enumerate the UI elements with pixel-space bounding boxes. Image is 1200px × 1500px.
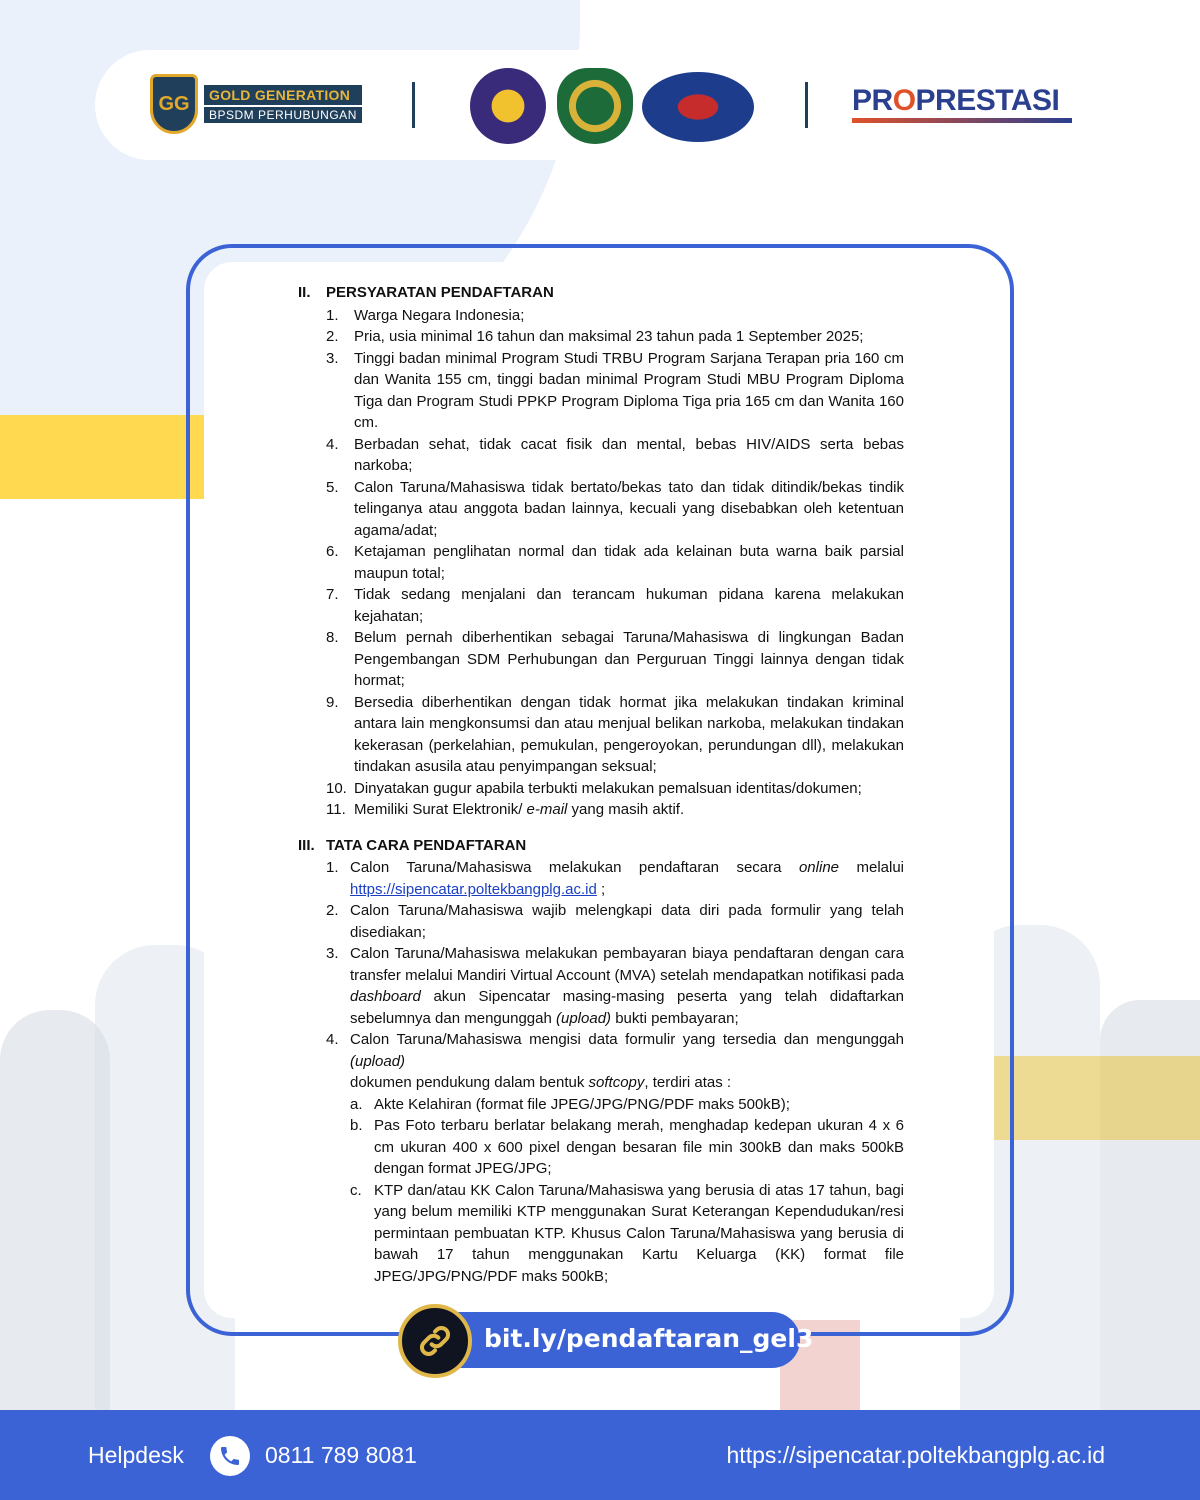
background-person-right-2 — [1100, 1000, 1200, 1410]
section-3-list — [326, 857, 904, 1287]
list-item: 2. Pria, usia minimal 16 tahun dan maksimal 23 tahun pada 1 September 2025; — [326, 328, 864, 345]
proprestasi-logo — [852, 86, 1072, 126]
list-item: 10. Dinyatakan gugur apabila terbukti melakukan pemalsuan identitas/dokumen; — [326, 779, 862, 797]
bpsdm-emblem-icon — [557, 68, 633, 144]
document-page — [204, 262, 994, 1318]
list-item: 5. Calon Taruna/Mahasiswa tidak bertato/bekas tato dan tidak ditindik/bekas tindik telinganya atau anggota badan lainnya, kecuali yang disebabkan oleh ketentuan agama/adat; — [326, 478, 904, 539]
list-item: 4. Berbadan sehat, tidak cacat fisik dan mental, bebas HIV/AIDS serta bebas narkoba; — [326, 435, 904, 474]
registration-link-text[interactable]: bit.ly/pendaftaran_gel3 — [484, 1324, 814, 1353]
list-item: 8. Belum pernah diberhentikan sebagai Taruna/Mahasiswa di lingkungan Badan Pengembangan SDM Perhubungan dan Perguruan Tinggi lainnya dengan tidak hormat; — [326, 629, 904, 689]
gold-generation-title: GOLD GENERATION — [204, 85, 362, 105]
list-item: 7. Tidak sedang menjalani dan terancam hukuman pidana karena melakukan kejahatan; — [326, 586, 904, 625]
list-item: c. KTP dan/atau KK Calon Taruna/Mahasiswa yang berusia di atas 17 tahun, bagi yang belum memiliki KTP menggunakan Surat Keterangan Kependudukan/resi permintaan pembuatan KTP. Khusus Calon Taruna/Mahasiswa yang berusia di bawah 17 tahun menggunakan Kartu Keluarga (KK) format file JPEG/JPG/PNG/PDF maks 500kB; — [350, 1181, 904, 1285]
gold-generation-logo — [150, 72, 372, 136]
proprestasi-wordmark: PROPRESTASI — [852, 84, 1060, 117]
section-2-list — [326, 305, 904, 821]
footer-website-url[interactable]: https://sipencatar.poltekbangplg.ac.id — [726, 1442, 1105, 1468]
list-item: 11. Memiliki Surat Elektronik/ e-mail yang masih aktif. — [326, 801, 685, 818]
list-item: 4. Calon Taruna/Mahasiswa mengisi data formulir yang tersedia dan mengunggah (upload) — [326, 1031, 904, 1070]
kemenhub-emblem-icon — [470, 68, 546, 144]
list-item: 3. Calon Taruna/Mahasiswa melakukan pembayaran biaya pendaftaran dengan cara transfer melalui Mandiri Virtual Account (MVA) setelah mendapatkan notifikasi pada dashboard akun Sipencatar masing-masing peserta yang telah didaftarkan sebelumnya dan mengunggah (upload) bukti pembayaran; — [326, 945, 904, 1027]
section-3-heading: III. TATA CARA PENDAFTARAN — [298, 836, 527, 854]
list-item: 9. Bersedia diberhentikan dengan tidak hormat jika melakukan tindakan kriminal antara lain mengkonsumsi dan atau menjual belikan narkoba, melakukan tindakan kekerasan (perkelahian, pemukulan, pengeroyokan, perundungan dll), melakukan tindakan asusila atau penyimpangan seksual; — [326, 693, 904, 775]
phone-icon — [210, 1436, 250, 1476]
section-2-heading: II. PERSYARATAN PENDAFTARAN — [298, 284, 554, 301]
header-divider-1 — [412, 82, 415, 128]
gold-generation-mark: GG — [150, 74, 198, 134]
list-item: 2. Calon Taruna/Mahasiswa wajib melengkapi data diri pada formulir yang telah disediakan; — [326, 902, 904, 941]
list-item: b. Pas Foto terbaru berlatar belakang merah, menghadap kedepan ukuran 4 x 6 cm ukuran 400 x 600 pixel dengan besaran file min 300kB dan maks 500kB dengan format JPEG/JPG; — [350, 1117, 904, 1177]
list-item: 1. Calon Taruna/Mahasiswa melakukan pendaftaran secara online melalui https://sipencatar.poltekbangplg.ac.id ; — [326, 859, 905, 898]
proprestasi-tagline-bar — [852, 118, 1072, 123]
background-person-left-2 — [0, 1010, 110, 1410]
documents-intro: dokumen pendukung dalam bentuk softcopy, terdiri atas : — [350, 1074, 732, 1091]
poltekbang-palembang-emblem-icon — [642, 72, 754, 142]
documents-sublist — [350, 1094, 904, 1288]
gold-generation-subtitle: BPSDM PERHUBUNGAN — [204, 107, 362, 123]
helpdesk-phone[interactable]: 0811 789 8081 — [265, 1442, 417, 1468]
list-item: 3. Tinggi badan minimal Program Studi TRBU Program Sarjana Terapan pria 160 cm dan Wanita 155 cm, tinggi badan minimal Program Studi MBU Program Diploma Tiga dan Program Studi PPKP Program Diploma Tiga pria 165 cm dan Wanita 160 cm. — [326, 349, 904, 431]
helpdesk-label: Helpdesk — [88, 1442, 184, 1468]
list-item: 6. Ketajaman penglihatan normal dan tidak ada kelainan buta warna baik parsial maupun total; — [326, 543, 904, 582]
list-item: 1. Warga Negara Indonesia; — [326, 306, 525, 324]
sipencatar-link[interactable]: https://sipencatar.poltekbangplg.ac.id — [350, 880, 597, 898]
link-icon — [398, 1304, 472, 1378]
header-divider-2 — [805, 82, 808, 128]
list-item: a. Akte Kelahiran (format file JPEG/JPG/PNG/PDF maks 500kB); — [350, 1095, 790, 1113]
